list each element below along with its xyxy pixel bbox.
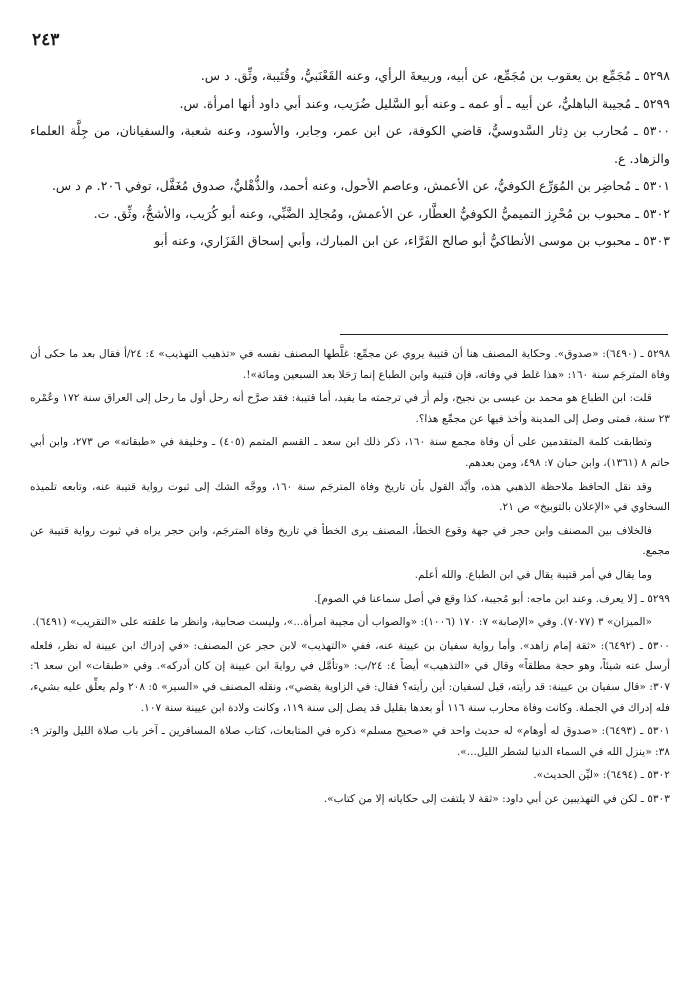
note-5298-comment: قلت: ابن الطباع هو محمد بن عيسى بن نجيح، ولم أرَ في ترجمته ما يفيد، أما قتيبة: فقد صرَّح أنه رحل أول ما رحل إلى العراق سنة ١٧٢ وعُمْره ٢٣ سنة، فمتى وصل إلى المدينة وأخذ فيها عن مجمِّع هذا؟. (30, 392, 670, 425)
note-5300: ٥٣٠٠ ـ (٦٤٩٢): «ثقة إمام زاهد». وأما رواية سفيان بن عيينة عنه، ففي «التهذيب» لابن حجر عن المصنف: «في إدراك ابن عيينة له نظر، فلعله أرسل عنه شيئاً، وهو حجة مطلقاً» وقال في «التذهيب» أيضاً ٤: ٢٤/ب: «وتأمَّل في روايةَ ابن عيينة إن كان أدركه». وفي «طبقات» ابن سعد ٦: ٣٠٧: «قال سفيان بن عيينة: قد رأيته، قيل لسفيان: أين رأيته؟ فقال: في الزاوية يقضي»، ونقله المصنف في «السير» ٥: ٢٠٨ ولم يعلِّق عليه بشيء، فله إدراك في الجملة. وكانت وفاة محارب سنة ١١٦ أو بعدها بقليل قد يصل إلى سنة ١١٩، وكانت ولادة ابن عيينة سنة ١٠٧. (30, 639, 671, 714)
note-5299-mizan: «الميزان» ٣ (٧٠٧٧). وفي «الإصابة» ٧: ١٧٠ (١٠٠٦): «والصواب أن مجيبة امرأة...»، وليست صحابية، وانظر ما علقته على «التقريب» (٦٤٩١). (32, 616, 652, 629)
note-5302: ٥٣٠٢ ـ (٦٤٩٤): «ليِّن الحديث». (533, 769, 670, 782)
entry-5301: ٥٣٠١ ـ مُحاضِر بن المُوَرِّع الكوفيُّ، عن الأعمش، وعاصم الأحول، وعنه أحمد، والذُّهْليُّ، صدوق مُغَفَّل، توفي ٢٠٦. م د س. (51, 178, 670, 193)
note-5298-hafiz: وقد نقل الحافظ ملاحظة الذهبي هذه، وأيَّد القول بأن تاريخ وفاة المترجَم سنة ١٦٠، ووجَّه الشك إلى ثبوت رواية قتيبة عنه، وتابعه تلميذه السخاوي في «الإعلان بالتوبيخ» ص ٢١. (30, 480, 670, 514)
note-5303: ٥٣٠٣ ـ لكن في التهذيبين عن أبي داود: «ثقة لا يلتفت إلى حكاياته إلا من كتاب». (323, 792, 670, 805)
entry-5299: ٥٢٩٩ ـ مُجيبة الباهليُّ، عن أبيه ـ أو عمه ـ وعنه أبو السَّليل ضُرَيب، وعند أبي داود أنها امرأة. س. (179, 95, 670, 111)
entry-5300: ٥٣٠٠ ـ مُحارب بن دِثار السَّدوسيُّ، قاضي الكوفة، عن ابن عمر، وجابر، والأسود، وعنه شعبة، والسفيانان، من جِلَّة العلماء والزهاد. ع. (30, 123, 670, 166)
note-5298-consensus: وتطابقت كلمة المتقدمين على أن وفاة مجمع سنة ١٦٠، ذكر ذلك ابن سعد ـ القسم المتمم (٤٠٥) ـ وخليفة في «طبقاته» ص ٢٧٣، وابن أبي حاتم ٨ (١٣٦١)، وابن حبان ٧: ٤٩٨، ومن بعدهم. (30, 436, 670, 469)
note-5298: ٥٢٩٨ ـ (٦٤٩٠): «صدوق». وحكاية المصنف هنا أن قتيبة يروي عن مجمِّع: غلَّطها المصنف نفسه في «تذهيب التهذيب» ٤: ٢٤/أ فقال بعد ما حكى أن وفاة المترجَم سنة ١٦٠: «هذا غلط في وفاته، فإن قتيبة وابن الطباع إنما رَحَلا بعد السبعين ومائة»!. (30, 348, 671, 381)
page-number: ٢٤٣ (32, 30, 60, 50)
main-entries (30, 62, 670, 255)
note-5299: ٥٢٩٩ ـ [لا يعرف. وعند ابن ماجه: أبو مُجيبة، كذا وقع في أصل سماعنا في الصوم]. (313, 592, 670, 605)
entry-5298: ٥٢٩٨ ـ مُجَمِّع بن يعقوب بن مُجَمِّع، عن أبيه، وربيعةَ الرأي، وعنه القَعْنَبيُّ، وقُتَيبة، وثِّق. د س. (200, 68, 670, 83)
note-5301: ٥٣٠١ ـ (٦٤٩٣): «صدوق له أوهام» له حديث واحد في «صحيح مسلم» ذكره في المتابعات، كتاب صلاة المسافرين ـ آخر باب صلاة الليل والوتر ٩: ٣٨: «ينزل الله في السماء الدنيا لشطر الليل...». (30, 725, 670, 758)
note-5298-conclusion: وما يقال في أمر قتيبة يقال في ابن الطباع. والله أعلم. (414, 568, 652, 581)
footnote-divider (340, 334, 668, 335)
footnotes (30, 344, 670, 812)
entry-5303: ٥٣٠٣ ـ محبوب بن موسى الأنطاكيُّ أبو صالح الفَرَّاء، عن ابن المبارك، وأبي إسحاق الفَزَاري، وعنه أبو (154, 233, 670, 248)
note-5298-dispute: فالخلاف بين المصنف وابن حجر في جهة وقوع الخطأ، المصنف يرى الخطأ في تاريخ وفاة المترجَم، وابن حجر يراه في ثبوت رواية قتيبة عن مجمع. (30, 524, 670, 558)
entry-5302: ٥٣٠٢ ـ محبوب بن مُحْرِز التميميُّ الكوفيُّ العطَّار، عن الأعمش، ومُجالِد الضَّبِّي، وعنه أبو كُرَيب، والأشجُّ، وثِّق. ت. (93, 205, 670, 221)
